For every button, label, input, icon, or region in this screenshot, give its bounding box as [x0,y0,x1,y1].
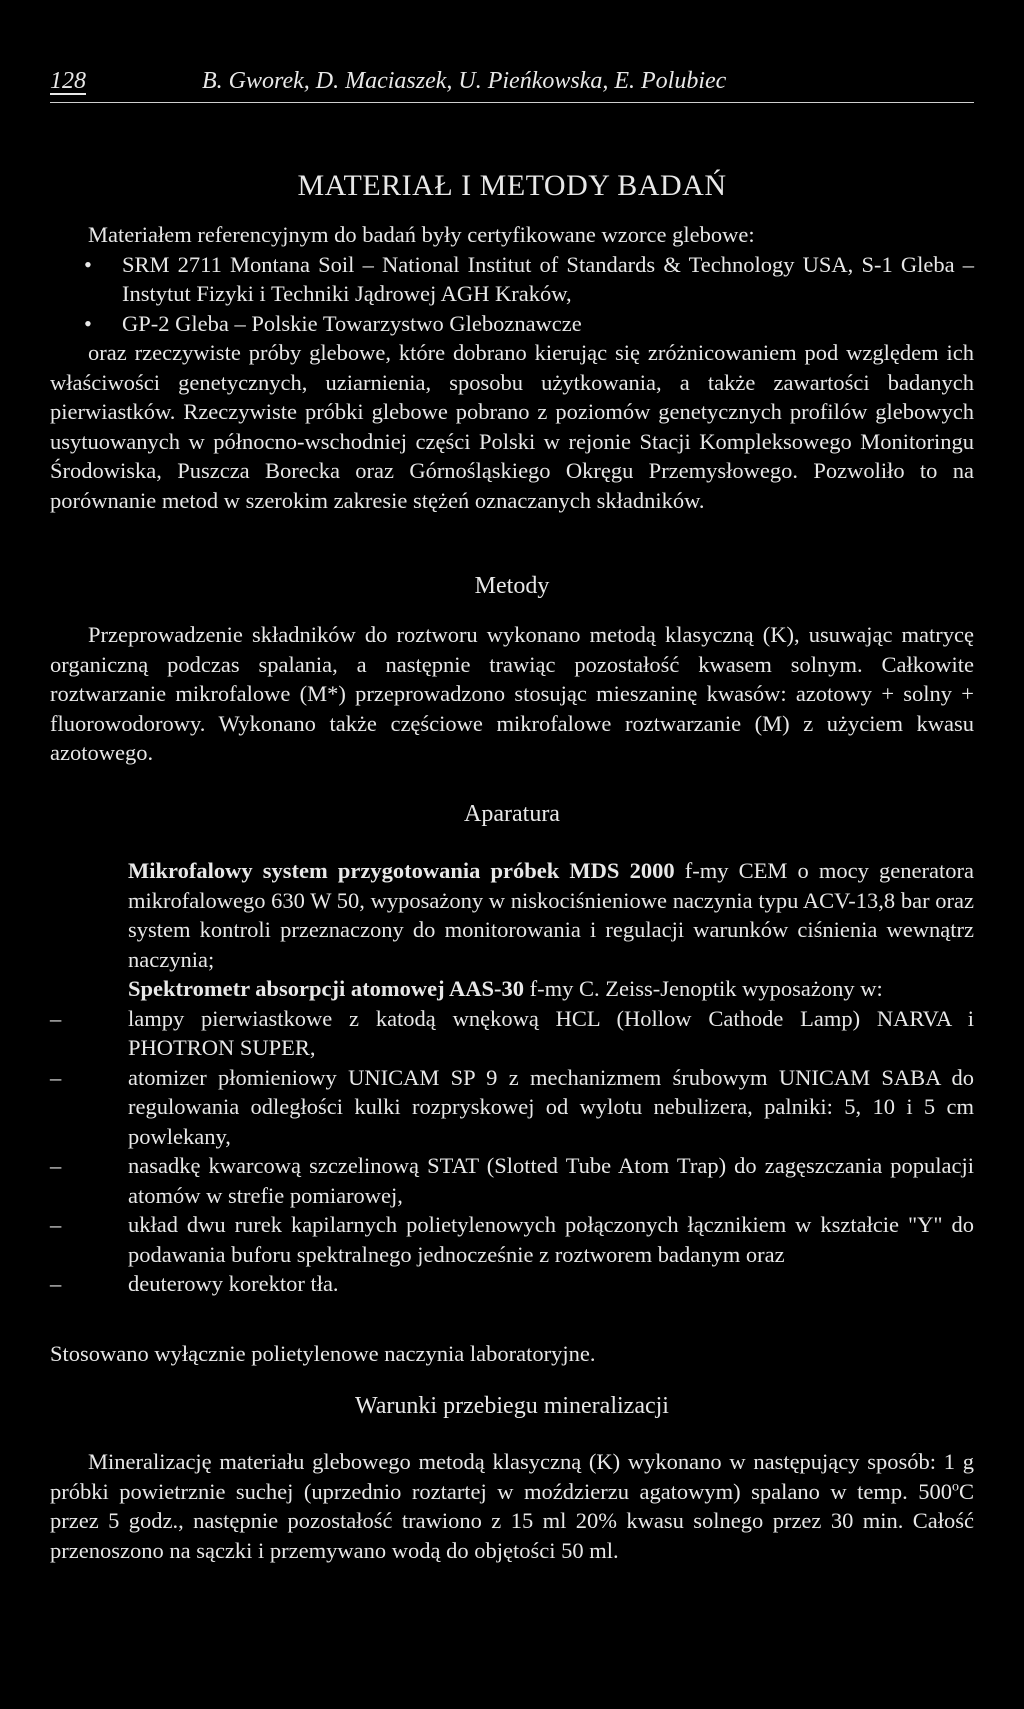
intro-section [50,220,974,515]
intro-lead: Materiałem referencyjnym do badań były certyfikowane wzorce glebowe: [88,222,755,247]
section-title: MATERIAŁ I METODY BADAŃ [297,169,727,202]
apparatus-description: f-my CEM o mocy generatora mikrofalowego 630 W 50, wyposażony w niskociśnieniowe naczynia typu ACV-13,8 bar oraz system kontroli przeznaczony do monitorowania i regulacji warunków ciśnienia wewnątrz naczynia; [128,858,974,972]
apparatus-name: Mikrofalowy system przygotowania próbek MDS 2000 [128,858,675,883]
dash-text: lampy pierwiastkowe z katodą wnękową HCL (Hollow Cathode Lamp) NARVA i PHOTRON SUPER, [128,1005,974,1060]
running-header [50,66,974,103]
dash-item: – lampy pierwiastkowe z katodą wnękową HCL (Hollow Cathode Lamp) NARVA i PHOTRON SUPER, [128,1004,974,1063]
aparatura-heading: Aparatura [464,801,560,827]
page-number: 128 [50,68,86,94]
apparatus-description: f-my C. Zeiss-Jenoptik wyposażony w: [524,976,883,1001]
bullet-marker: • [84,251,92,277]
dash-text: nasadkę kwarcową szczelinową STAT (Slotted Tube Atom Trap) do zagęszczania populacji atomów w strefie pomiarowej, [128,1153,974,1208]
bullet-item [50,250,974,309]
authors: B. Gworek, D. Maciaszek, U. Pieńkowska, E. Polubiec [202,68,727,94]
apparatus-item-aas [128,974,974,1004]
bullet-marker: • [84,310,92,336]
apparatus-name: Spektrometr absorpcji atomowej AAS-30 [128,976,525,1001]
warunki-heading: Warunki przebiegu mineralizacji [355,1393,669,1419]
dash-item: – deuterowy korektor tła. [128,1269,974,1299]
dash-item: – nasadkę kwarcową szczelinową STAT (Slotted Tube Atom Trap) do zagęszczania populacji atomów w strefie pomiarowej, [128,1151,974,1210]
intro-paragraph: oraz rzeczywiste próby glebowe, które dobrano kierując się zróżnicowaniem pod względem ich właściwości genetycznych, uziarnienia, sposobu użytkowania, a także zawartości badanych pierwiastków. Rzeczywiste próbki glebowe pobrano z poziomów genetycznych profilów glebowych usytuowanych w północno-wschodniej części Polski w rejonie Stacji Kompleksowego Monitoringu Środowiska, Puszcza Borecka oraz Górnośląskiego Okręgu Przemysłowego. Pozwoliło to na porównanie metod w szerokim zakresie stężeń oznaczanych składników. [50,340,974,513]
bullet-item [50,309,974,339]
bullet-text: SRM 2711 Montana Soil – National Institut of Standards & Technology USA, S-1 Gleba – Instytut Fizyki i Techniki Jądrowej AGH Kraków, [122,251,974,306]
metody-section [50,620,974,768]
dash-item: – atomizer płomieniowy UNICAM SP 9 z mechanizmem śrubowym UNICAM SABA do regulowania odległości kulki rozpryskowej od wylotu nebulizera, palniki: 5, 10 i 5 cm powlekany, [128,1063,974,1152]
dash-item: – układ dwu rurek kapilarnych polietylenowych połączonych łącznikiem w kształcie "Y" do podawania buforu spektralnego jednocześnie z roztworem badanym oraz [128,1210,974,1269]
dash-text: deuterowy korektor tła. [128,1271,339,1296]
metody-text: Przeprowadzenie składników do roztworu wykonano metodą klasyczną (K), usuwając matrycę organiczną podczas spalania, a następnie trawiąc pozostałość kwasem solnym. Całkowite roztwarzanie mikrofalowe (M*) przeprowadzono stosując mieszaninę kwasów: azotowy + solny + fluorowodorowy. Wykonano także częściowe mikrofalowe roztwarzanie (M) z użyciem kwasu azotowego. [50,622,974,765]
closing-text: Stosowano wyłącznie polietylenowe naczynia laboratoryjne. [50,1341,596,1366]
aparatura-closing [50,1339,974,1369]
warunki-text-part1: Mineralizację materiału glebowego metodą klasyczną (K) wykonano w następujący sposób: 1 g próbki powietrznie suchej (uprzednio roztartej w moździerzu agatowym) spalano w temp. 500 [50,1449,974,1504]
dash-text: układ dwu rurek kapilarnych polietylenowych połączonych łącznikiem w kształcie "Y" do podawania buforu spektralnego jednocześnie z roztworem badanym oraz [128,1212,974,1267]
dash-text: atomizer płomieniowy UNICAM SP 9 z mechanizmem śrubowym UNICAM SABA do regulowania odległości kulki rozpryskowej od wylotu nebulizera, palniki: 5, 10 i 5 cm powlekany, [128,1064,974,1149]
warunki-text-part2: C przez 5 godz., następnie pozostałość trawiono z 15 ml 20% kwasu solnego przez 30 min. Całość przenoszono na sączki i przemywano wodą do objętości 50 ml. [50,1478,974,1563]
apparatus-item-microwave [128,856,974,974]
degree-superscript: o [951,1479,959,1494]
aparatura-section [50,856,974,1299]
warunki-section [50,1447,974,1565]
warunki-text [50,1447,974,1565]
metody-heading: Metody [474,573,550,599]
bullet-text: GP-2 Gleba – Polskie Towarzystwo Gleboznawcze [122,310,582,336]
